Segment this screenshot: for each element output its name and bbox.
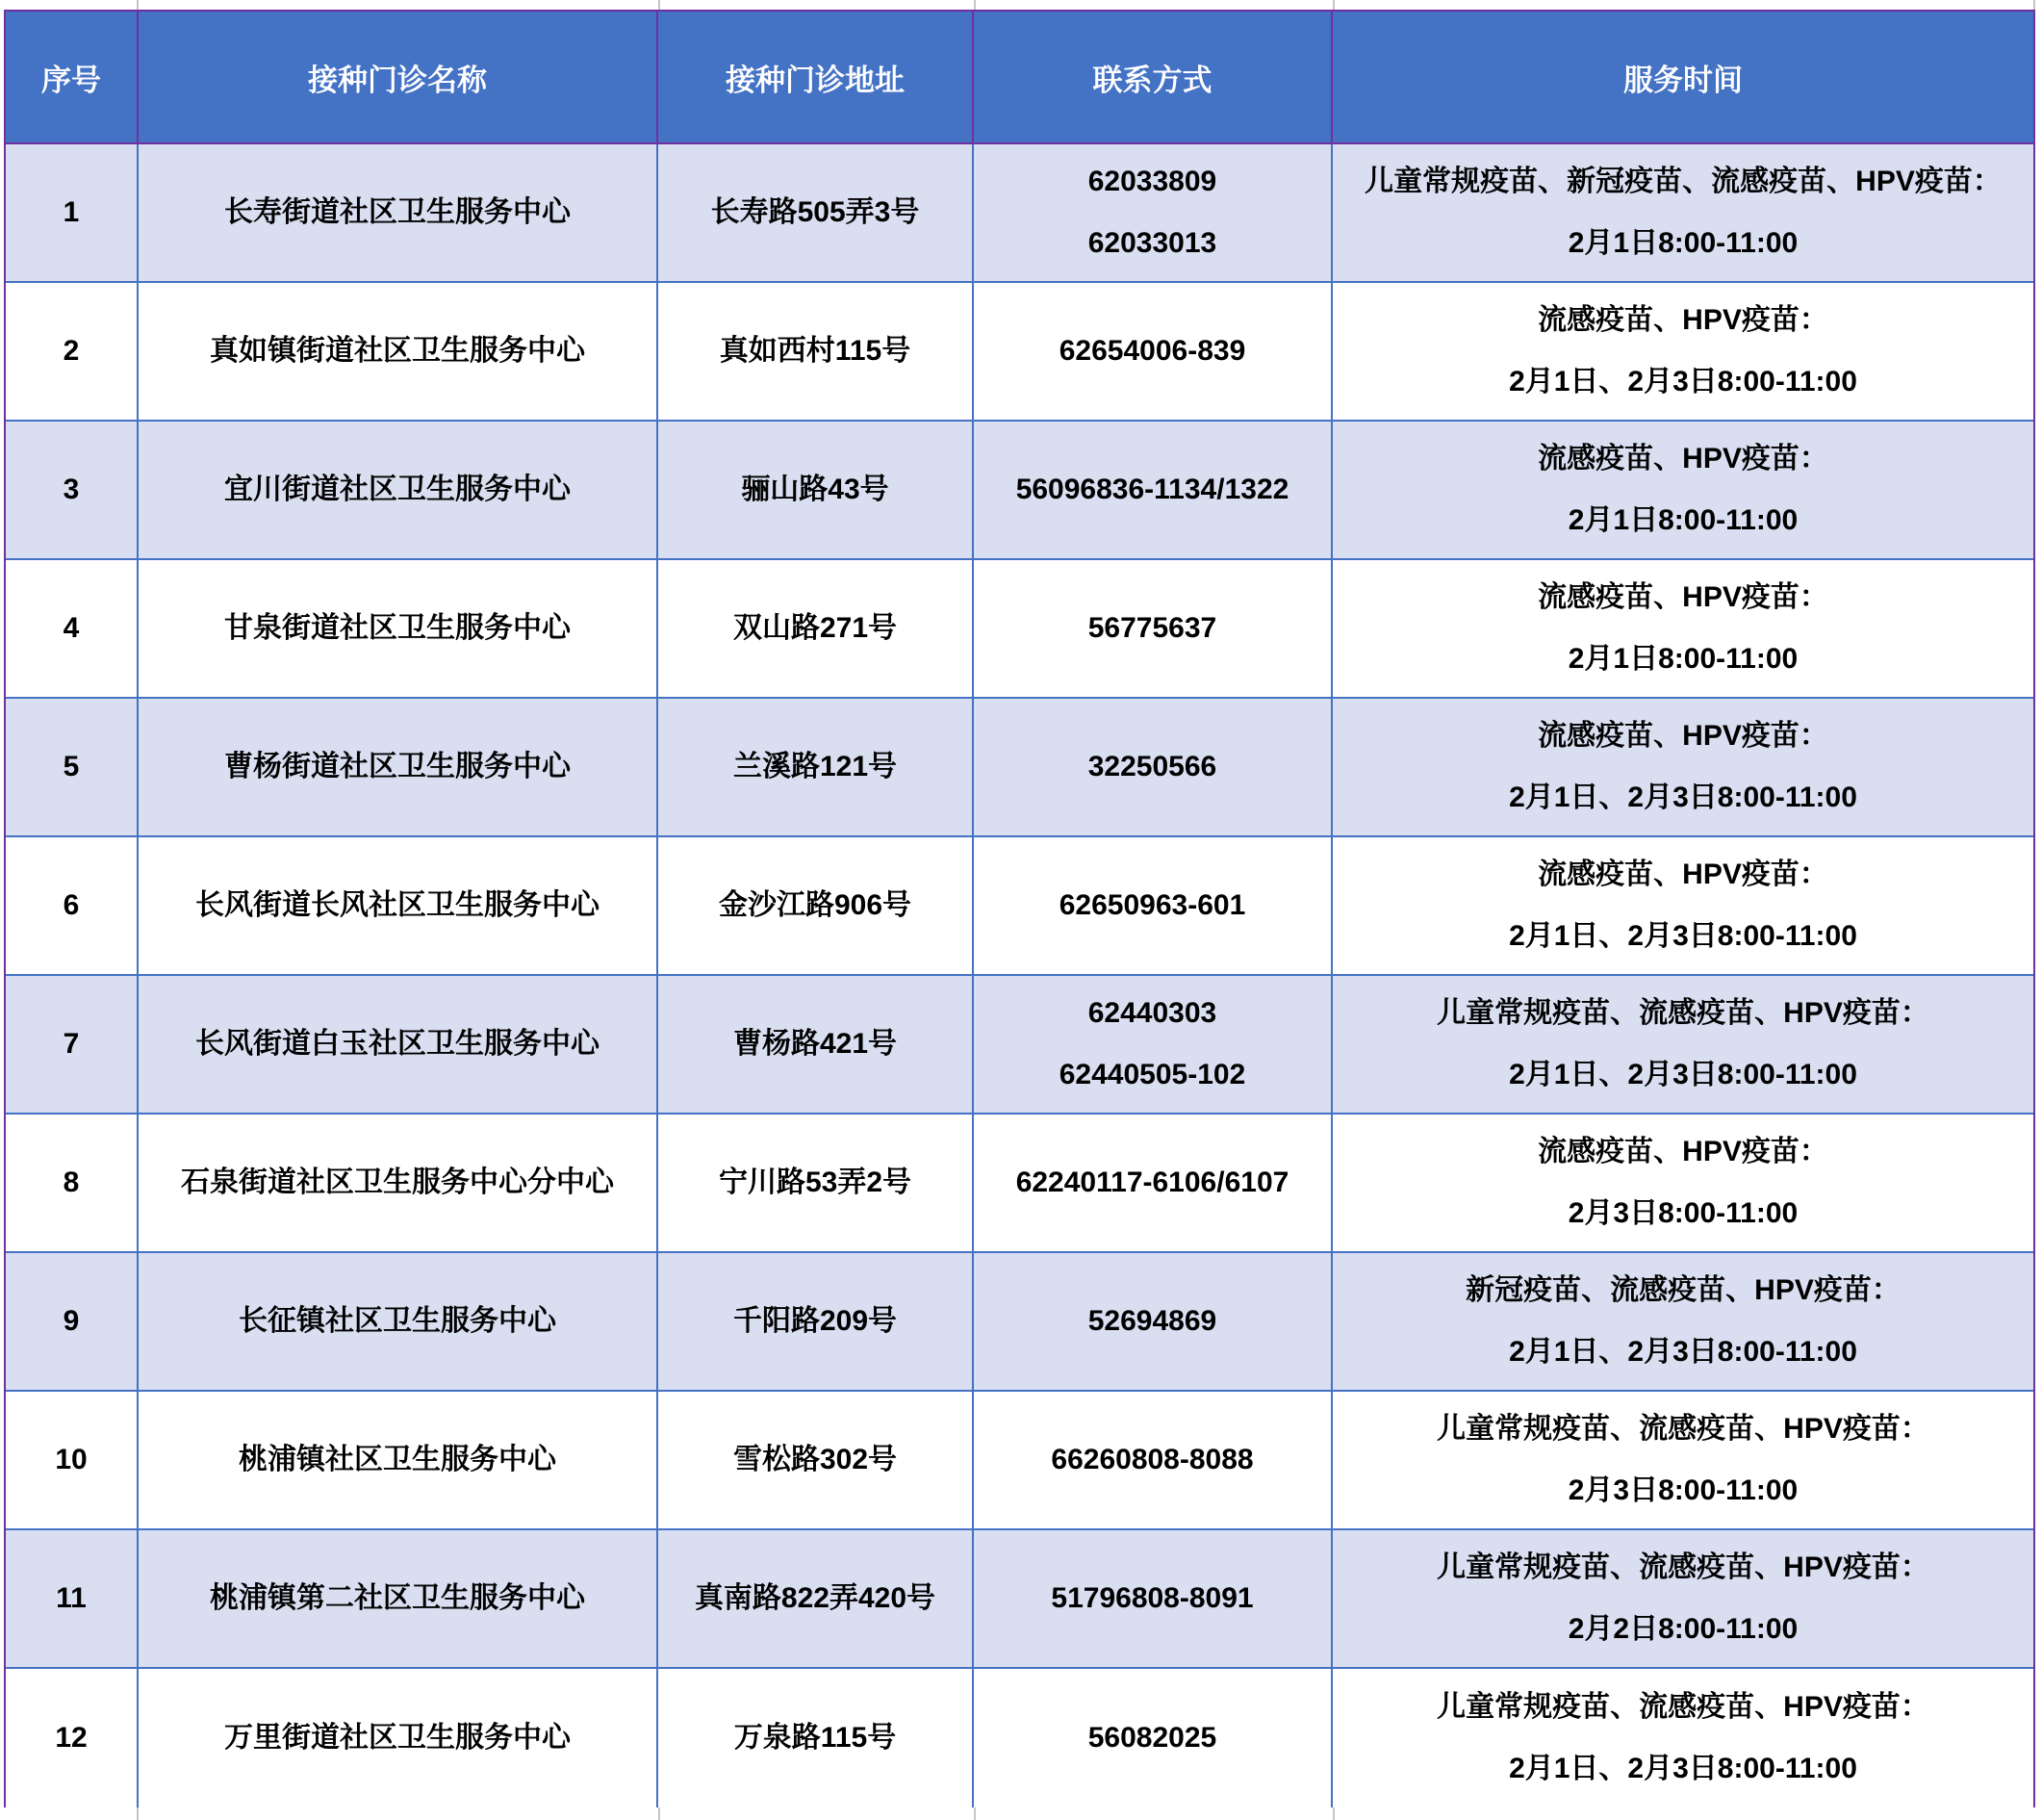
gridline-stub — [1333, 1807, 1335, 1820]
cell-service-time: 儿童常规疫苗、流感疫苗、HPV疫苗： 2月2日8:00-11:00 — [1437, 1551, 1929, 1645]
cell-service-time: 儿童常规疫苗、流感疫苗、HPV疫苗： 2月3日8:00-11:00 — [1437, 1413, 1929, 1506]
bottom-margin-strip — [0, 1807, 2042, 1820]
header-contact: 联系方式 — [974, 12, 1333, 142]
cell-service-time: 新冠疫苗、流感疫苗、HPV疫苗： 2月1日、2月3日8:00-11:00 — [1466, 1274, 1901, 1368]
cell-address: 宁川路53弄2号 — [658, 1115, 974, 1251]
table-row — [6, 976, 2033, 1115]
cell-contact: 56082025 — [974, 1669, 1333, 1807]
cell-clinic-name: 长征镇社区卫生服务中心 — [139, 1253, 658, 1390]
cell-address: 万泉路115号 — [658, 1669, 974, 1807]
cell-no: 2 — [6, 283, 139, 420]
cell-service-time: 流感疫苗、HPV疫苗： 2月3日8:00-11:00 — [1538, 1136, 1828, 1229]
table-row — [6, 1530, 2033, 1669]
cell-clinic-name: 长风街道长风社区卫生服务中心 — [139, 837, 658, 974]
cell-address: 千阳路209号 — [658, 1253, 974, 1390]
table-row — [6, 699, 2033, 837]
cell-address: 双山路271号 — [658, 560, 974, 697]
table-header-row — [6, 12, 2033, 144]
cell-address: 真南路822弄420号 — [658, 1530, 974, 1667]
cell-service-time: 流感疫苗、HPV疫苗： 2月1日、2月3日8:00-11:00 — [1509, 304, 1857, 397]
cell-contact: 51796808-8091 — [974, 1530, 1333, 1667]
cell-contact: 52694869 — [974, 1253, 1333, 1390]
cell-address: 真如西村115号 — [658, 283, 974, 420]
gridline-stub — [658, 1807, 660, 1820]
cell-service-time: 流感疫苗、HPV疫苗： 2月1日、2月3日8:00-11:00 — [1509, 859, 1857, 952]
cell-no: 9 — [6, 1253, 139, 1390]
table-row — [6, 1253, 2033, 1392]
cell-service-time: 儿童常规疫苗、流感疫苗、HPV疫苗： 2月1日、2月3日8:00-11:00 — [1437, 1691, 1929, 1784]
cell-service-time: 流感疫苗、HPV疫苗： 2月1日、2月3日8:00-11:00 — [1509, 720, 1857, 813]
gridline-stub — [137, 0, 139, 10]
cell-address: 曹杨路421号 — [658, 976, 974, 1113]
cell-service-time: 流感疫苗、HPV疫苗： 2月1日8:00-11:00 — [1538, 581, 1828, 675]
cell-contact: 66260808-8088 — [974, 1392, 1333, 1528]
top-margin-strip — [0, 0, 2042, 10]
table-row — [6, 1392, 2033, 1530]
cell-no: 3 — [6, 422, 139, 558]
cell-no: 11 — [6, 1530, 139, 1667]
clinic-table — [4, 10, 2035, 1807]
cell-clinic-name: 长风街道白玉社区卫生服务中心 — [139, 976, 658, 1113]
cell-contact: 62440303 62440505-102 — [974, 976, 1333, 1113]
cell-contact: 56775637 — [974, 560, 1333, 697]
table-row — [6, 283, 2033, 422]
cell-contact: 62240117-6106/6107 — [974, 1115, 1333, 1251]
table-row — [6, 560, 2033, 699]
header-service-time: 服务时间 — [1623, 63, 1743, 97]
table-row — [6, 1669, 2033, 1807]
cell-address: 雪松路302号 — [658, 1392, 974, 1528]
cell-clinic-name: 曹杨街道社区卫生服务中心 — [139, 699, 658, 835]
cell-service-time: 儿童常规疫苗、流感疫苗、HPV疫苗： 2月1日、2月3日8:00-11:00 — [1437, 997, 1929, 1090]
cell-address: 骊山路43号 — [658, 422, 974, 558]
cell-clinic-name: 万里街道社区卫生服务中心 — [139, 1669, 658, 1807]
cell-no: 1 — [6, 144, 139, 281]
cell-contact: 62654006-839 — [974, 283, 1333, 420]
cell-clinic-name: 桃浦镇社区卫生服务中心 — [139, 1392, 658, 1528]
cell-clinic-name: 石泉街道社区卫生服务中心分中心 — [139, 1115, 658, 1251]
cell-address: 兰溪路121号 — [658, 699, 974, 835]
gridline-stub — [974, 1807, 976, 1820]
table-row — [6, 1115, 2033, 1253]
table-row — [6, 837, 2033, 976]
cell-address: 长寿路505弄3号 — [658, 144, 974, 281]
cell-clinic-name: 宜川街道社区卫生服务中心 — [139, 422, 658, 558]
cell-no: 5 — [6, 699, 139, 835]
cell-service-time: 流感疫苗、HPV疫苗： 2月1日8:00-11:00 — [1538, 443, 1828, 536]
header-clinic-name: 接种门诊名称 — [139, 12, 658, 142]
gridline-stub — [974, 0, 976, 10]
cell-no: 8 — [6, 1115, 139, 1251]
gridline-stub — [137, 1807, 139, 1820]
gridline-stub — [2033, 0, 2035, 10]
gridline-stub — [1333, 0, 1335, 10]
cell-address: 金沙江路906号 — [658, 837, 974, 974]
cell-clinic-name: 长寿街道社区卫生服务中心 — [139, 144, 658, 281]
cell-no: 4 — [6, 560, 139, 697]
cell-no: 6 — [6, 837, 139, 974]
table-row — [6, 144, 2033, 283]
header-address: 接种门诊地址 — [658, 12, 974, 142]
cell-no: 7 — [6, 976, 139, 1113]
cell-no: 10 — [6, 1392, 139, 1528]
cell-no: 12 — [6, 1669, 139, 1807]
gridline-stub — [658, 0, 660, 10]
cell-service-time: 儿童常规疫苗、新冠疫苗、流感疫苗、HPV疫苗： 2月1日8:00-11:00 — [1365, 166, 2002, 259]
table-row — [6, 422, 2033, 560]
cell-contact: 32250566 — [974, 699, 1333, 835]
cell-contact: 62033809 62033013 — [974, 144, 1333, 281]
table-body — [6, 144, 2033, 1807]
cell-contact: 62650963-601 — [974, 837, 1333, 974]
cell-contact: 56096836-1134/1322 — [974, 422, 1333, 558]
cell-clinic-name: 甘泉街道社区卫生服务中心 — [139, 560, 658, 697]
cell-clinic-name: 真如镇街道社区卫生服务中心 — [139, 283, 658, 420]
header-no: 序号 — [6, 12, 139, 142]
cell-clinic-name: 桃浦镇第二社区卫生服务中心 — [139, 1530, 658, 1667]
